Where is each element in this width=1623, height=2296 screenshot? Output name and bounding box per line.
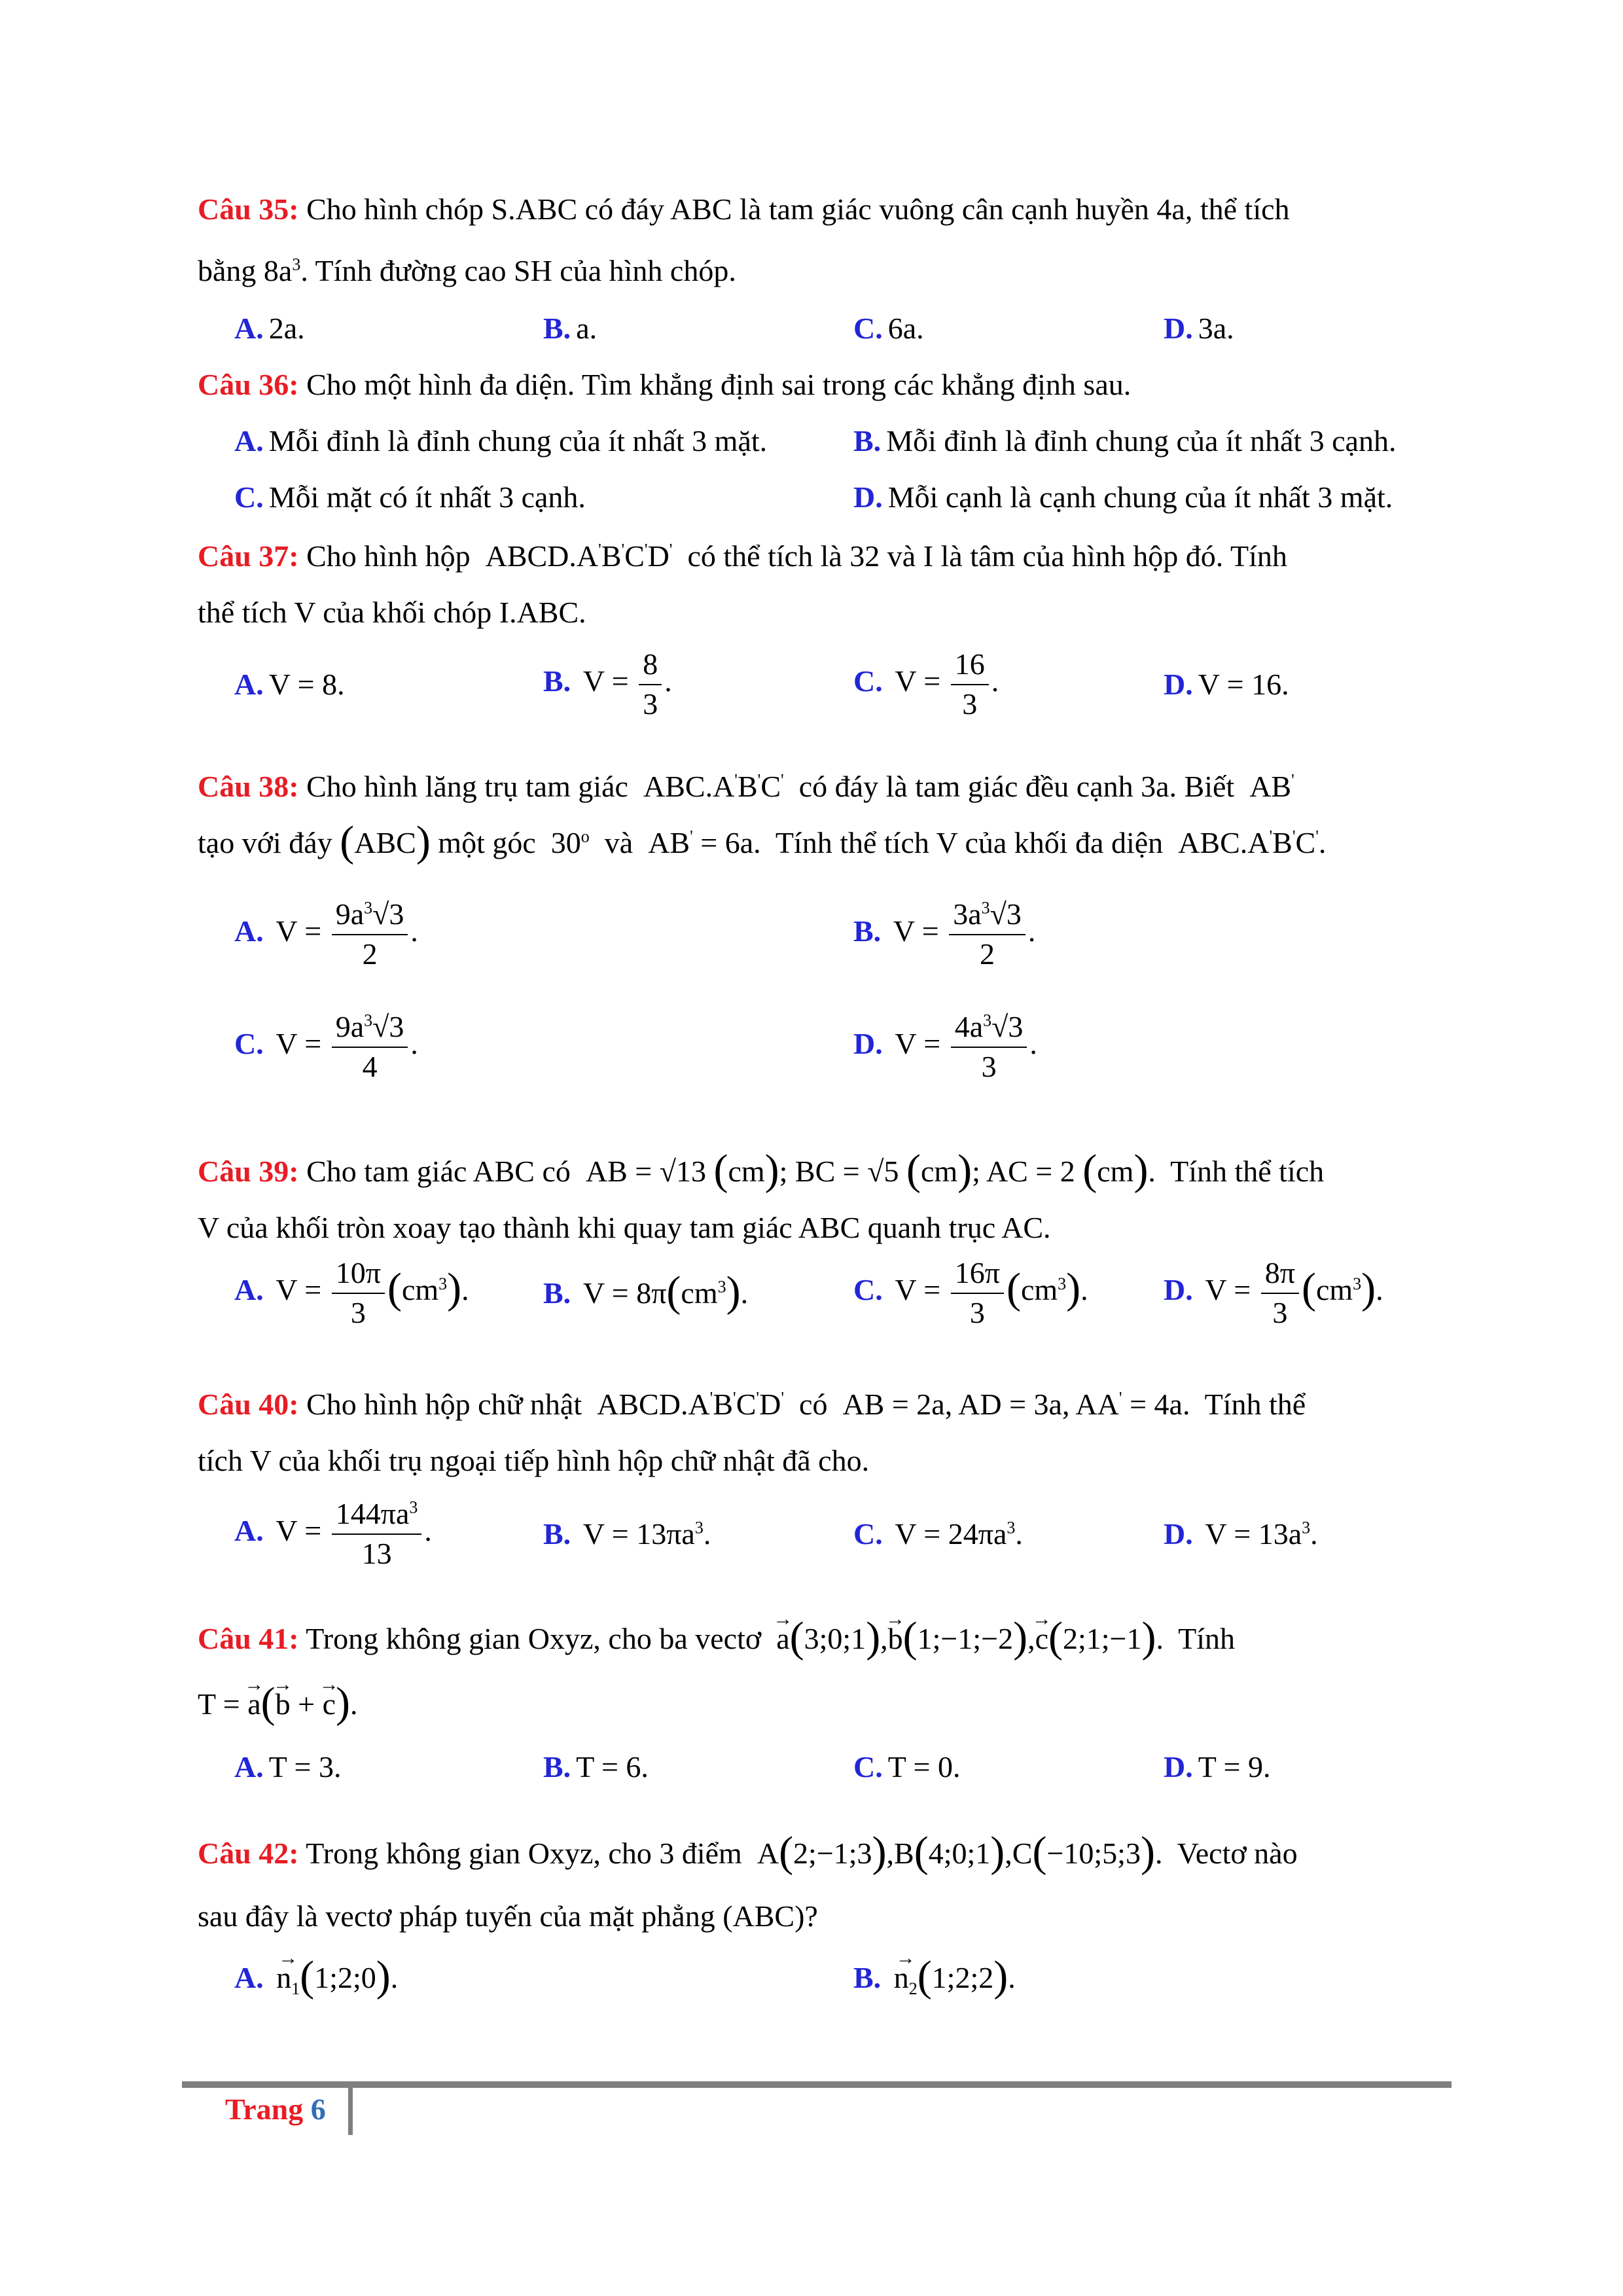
math-abc-prime-2: ABC.A'B'C'. bbox=[1170, 826, 1327, 859]
fraction-numerator: 9a bbox=[335, 897, 365, 931]
question-35-label: Câu 35: bbox=[198, 192, 299, 226]
question-36-label: Câu 36: bbox=[198, 368, 299, 401]
math-abc-prime: ABC.A'B'C' bbox=[635, 770, 784, 803]
fraction-numerator: 16 bbox=[951, 648, 989, 685]
fraction-denominator: 3 bbox=[969, 1295, 985, 1329]
q37-option-d[interactable]: D. V = 16. bbox=[1164, 668, 1289, 701]
question-35-text: Cho hình chóp S.ABC có đáy ABC là tam giác vuông cân cạnh huyền 4a, thể tích bbox=[306, 192, 1290, 226]
question-41 bbox=[198, 1613, 1236, 1661]
fraction bbox=[1261, 1257, 1299, 1329]
question-39-text-part: Cho tam giác ABC có bbox=[306, 1155, 571, 1188]
fraction bbox=[332, 1257, 385, 1329]
fraction: $\frac{9a^3√3}{4}$ bbox=[332, 1011, 408, 1083]
q42-option-b[interactable]: B. → $n_2(1;2;2)$. bbox=[853, 1958, 1016, 1998]
question-39 bbox=[198, 1146, 1325, 1194]
question-37 bbox=[198, 537, 1287, 576]
question-39-text-part: V của khối tròn xoay tạo thành khi quay tam giác ABC quanh trục AC. bbox=[198, 1211, 1051, 1244]
q39-option-b[interactable]: B. $V = 8\pi(cm^3)$. bbox=[543, 1268, 749, 1316]
question-37-text-part: có thể tích là 32 và I là tâm của hình hộp đó. Tính bbox=[687, 539, 1287, 573]
question-39-label: Câu 39: bbox=[198, 1155, 299, 1188]
q39-option-a[interactable]: A. V = $\frac{10\pi}{3}$ $(cm^3)$. bbox=[234, 1256, 469, 1329]
q37-option-b[interactable]: B. V = $\frac{8}{3}$ . bbox=[543, 647, 672, 721]
question-38-text-part: Tính thể tích V của khối đa diện bbox=[775, 826, 1164, 859]
footer-divider bbox=[348, 2085, 353, 2135]
math-t-expression: T = → a(→ b + → c). bbox=[198, 1687, 357, 1721]
footer-rule bbox=[182, 2081, 1452, 2088]
fraction-denominator: 3 bbox=[643, 687, 658, 721]
fraction-denominator: 3 bbox=[350, 1295, 366, 1329]
q41-option-c[interactable]: C. T = 0. bbox=[853, 1750, 961, 1784]
question-38-text-part: và bbox=[604, 826, 633, 859]
question-42-label: Câu 42: bbox=[198, 1837, 299, 1870]
question-39-text-part: Tính thể tích bbox=[1170, 1155, 1325, 1188]
question-41-text-part: Trong không gian Oxyz, cho ba vectơ bbox=[306, 1622, 762, 1655]
q41-option-b[interactable]: B. T = 6. bbox=[543, 1750, 649, 1784]
q40-option-a[interactable]: A. V = $\frac{144\pi a^3}{13}$ . bbox=[234, 1497, 432, 1570]
fraction-numerator: 10π bbox=[332, 1257, 385, 1294]
question-38-label: Câu 38: bbox=[198, 770, 299, 803]
question-35 bbox=[198, 190, 1290, 229]
question-40-text-part: Tính thể bbox=[1204, 1388, 1306, 1421]
q42-option-a[interactable]: A. → $n_1(1;2;0)$. bbox=[234, 1958, 398, 1998]
math-vectors: → a(3;0;1),→ b(1;−1;−2),→ c(2;1;−1). bbox=[769, 1622, 1171, 1655]
fraction-denominator: 3 bbox=[981, 1049, 997, 1083]
fraction-numerator: 16π bbox=[951, 1257, 1004, 1294]
question-38-line2 bbox=[198, 817, 1327, 865]
q37-option-d-text: V = 16. bbox=[1198, 668, 1289, 701]
question-41-line2 bbox=[198, 1679, 358, 1727]
question-42-line2 bbox=[198, 1897, 818, 1936]
q35-option-a-text: 2a. bbox=[268, 312, 305, 345]
q36-option-d[interactable]: D. Mỗi cạnh là cạnh chung của ít nhất 3 mặt. bbox=[853, 480, 1393, 514]
question-41-text-part: Tính bbox=[1178, 1622, 1236, 1655]
question-36-text: Cho một hình đa diện. Tìm khẳng định sai trong các khẳng định sau. bbox=[306, 368, 1132, 401]
fraction: $\frac{3a^3√3}{2}$ bbox=[949, 898, 1026, 971]
math-plane-abc: (ABC) bbox=[340, 817, 431, 865]
question-42 bbox=[198, 1828, 1298, 1876]
question-37-label: Câu 37: bbox=[198, 539, 299, 573]
q36-option-c-text: Mỗi mặt có ít nhất 3 cạnh. bbox=[268, 480, 586, 514]
math-points: A(2;−1;3),B(4;0;1),C(−10;5;3). bbox=[749, 1828, 1170, 1876]
q40-option-d[interactable]: D. $V = 13a^3$. bbox=[1164, 1517, 1318, 1551]
math-angle-30: 30$^o$ bbox=[543, 826, 590, 859]
fraction-numerator: 3a bbox=[953, 897, 982, 931]
fraction-numerator: 8 bbox=[639, 648, 662, 685]
question-38-text-part: một góc bbox=[438, 826, 536, 859]
fraction bbox=[639, 648, 662, 721]
math-box-prime: ABCD.A'B'C'D' bbox=[589, 1388, 785, 1421]
q35-option-c-text: 6a. bbox=[887, 312, 924, 345]
math-ab-6a: AB' = 6a. bbox=[640, 826, 769, 859]
q38-option-d[interactable]: D. V = $\frac{4a^3√3}{3}$ . bbox=[853, 1010, 1037, 1083]
q36-option-b-text: Mỗi đỉnh là đỉnh chung của ít nhất 3 cạnh. bbox=[886, 424, 1397, 457]
q35-option-a[interactable]: A. 2a. bbox=[234, 312, 305, 345]
q35-option-b-text: a. bbox=[576, 312, 597, 345]
math-abcd-prime: ABCD.A'B'C'D' bbox=[478, 539, 673, 573]
fraction: $\frac{9a^3√3}{2}$ bbox=[332, 898, 408, 971]
question-37-text-part: Cho hình hộp bbox=[306, 539, 471, 573]
question-40-label: Câu 40: bbox=[198, 1388, 299, 1421]
q41-option-a[interactable]: A. T = 3. bbox=[234, 1750, 342, 1784]
fraction-denominator: 2 bbox=[362, 937, 378, 971]
page-footer bbox=[225, 2092, 326, 2126]
q35-option-b[interactable]: B. a. bbox=[543, 312, 597, 345]
footer-label: Trang bbox=[225, 2092, 304, 2126]
math-ab-prime: AB' bbox=[1241, 770, 1294, 803]
q36-option-d-text: Mỗi cạnh là cạnh chung của ít nhất 3 mặt. bbox=[887, 480, 1393, 514]
fraction-denominator: 2 bbox=[980, 937, 995, 971]
q38-option-c[interactable]: C. V = $\frac{9a^3√3}{4}$ . bbox=[234, 1010, 418, 1083]
q41-option-a-text: T = 3. bbox=[268, 1750, 342, 1784]
q40-option-c[interactable]: C. $V = 24\pi a^3$. bbox=[853, 1517, 1023, 1551]
math-side-lengths: AB = √13 (cm); BC = √5 (cm); AC = 2 (cm). bbox=[578, 1146, 1164, 1194]
q36-option-a-text: Mỗi đỉnh là đỉnh chung của ít nhất 3 mặt. bbox=[268, 424, 768, 457]
q36-option-c[interactable]: C. Mỗi mặt có ít nhất 3 cạnh. bbox=[234, 480, 586, 514]
q39-option-c[interactable]: C. V = $\frac{16\pi}{3}$ $(cm^3)$. bbox=[853, 1256, 1088, 1329]
question-38-text-part: Cho hình lăng trụ tam giác bbox=[306, 770, 628, 803]
question-40-text-part: Cho hình hộp chữ nhật bbox=[306, 1388, 582, 1421]
question-38 bbox=[198, 767, 1294, 806]
question-40-line2 bbox=[198, 1441, 869, 1480]
question-42-text-part: Vectơ nào bbox=[1177, 1837, 1298, 1870]
q39-option-d[interactable]: D. V = $\frac{8\pi}{3}$ $(cm^3)$. bbox=[1164, 1256, 1383, 1329]
fraction-denominator: 3 bbox=[1272, 1295, 1288, 1329]
question-35-text-part: . Tính đường cao SH của hình chóp. bbox=[300, 254, 736, 287]
question-42-text-part: Trong không gian Oxyz, cho 3 điểm bbox=[306, 1837, 742, 1870]
fraction-denominator: 4 bbox=[362, 1049, 378, 1083]
question-40-text-part: tích V của khối trụ ngoại tiếp hình hộp chữ nhật đã cho. bbox=[198, 1444, 870, 1477]
q38-option-b[interactable]: B. V = $\frac{3a^3√3}{2}$ . bbox=[853, 897, 1036, 971]
question-37-text-part: thể tích V của khối chóp I.ABC. bbox=[198, 596, 586, 629]
q38-option-a[interactable]: A. V = $\frac{9a^3√3}{2}$ . bbox=[234, 897, 418, 971]
fraction-numerator: 4a bbox=[954, 1010, 984, 1043]
question-37-line2 bbox=[198, 593, 586, 632]
fraction bbox=[951, 648, 989, 721]
fraction-numerator: 8π bbox=[1261, 1257, 1299, 1294]
fraction bbox=[951, 1257, 1004, 1329]
q36-option-a[interactable]: A. Mỗi đỉnh là đỉnh chung của ít nhất 3 mặt. bbox=[234, 424, 768, 457]
fraction: $\frac{144\pi a^3}{13}$ bbox=[332, 1498, 422, 1570]
question-35-line2: bằng $8a^3$. Tính đường cao SH của hình chóp. bbox=[198, 254, 736, 287]
q35-option-d-text: 3a. bbox=[1198, 312, 1234, 345]
q41-option-d[interactable]: D. T = 9. bbox=[1164, 1750, 1271, 1784]
question-38-text-part: tạo với đáy bbox=[198, 826, 332, 859]
q35-option-d[interactable]: D. 3a. bbox=[1164, 312, 1234, 345]
question-41-label: Câu 41: bbox=[198, 1622, 299, 1655]
question-42-text-part: sau đây là vectơ pháp tuyến của mặt phẳng (ABC)? bbox=[198, 1899, 818, 1933]
question-36 bbox=[198, 365, 1131, 404]
q37-option-c[interactable]: C. V = $\frac{16}{3}$ . bbox=[853, 647, 999, 721]
q35-option-c[interactable]: C. 6a. bbox=[853, 312, 924, 345]
q40-option-b[interactable]: B. $V = 13\pi a^3$. bbox=[543, 1517, 711, 1551]
q41-option-d-text: T = 9. bbox=[1198, 1750, 1271, 1784]
fraction-numerator: 144πa bbox=[335, 1497, 410, 1530]
q36-option-b[interactable]: B. Mỗi đỉnh là đỉnh chung của ít nhất 3 cạnh. bbox=[853, 424, 1397, 457]
question-40 bbox=[198, 1385, 1306, 1424]
q37-option-a-text: V = 8. bbox=[268, 668, 345, 701]
math-box-dims: AB = 2a, AD = 3a, AA' = 4a. bbox=[834, 1388, 1198, 1421]
question-39-line2 bbox=[198, 1208, 1051, 1247]
question-38-text-part: có đáy là tam giác đều cạnh 3a. Biết bbox=[798, 770, 1235, 803]
q41-option-b-text: T = 6. bbox=[576, 1750, 649, 1784]
question-35-text-part: bằng 8a bbox=[198, 254, 293, 287]
question-40-text-part: có bbox=[799, 1388, 828, 1421]
fraction-numerator: 9a bbox=[335, 1010, 365, 1043]
fraction-denominator: 13 bbox=[361, 1536, 392, 1570]
page-number: 6 bbox=[310, 2092, 326, 2126]
q37-option-a[interactable]: A. V = 8. bbox=[234, 668, 345, 701]
q41-option-c-text: T = 0. bbox=[887, 1750, 961, 1784]
fraction: $\frac{4a^3√3}{3}$ bbox=[951, 1011, 1027, 1083]
fraction-denominator: 3 bbox=[962, 687, 978, 721]
